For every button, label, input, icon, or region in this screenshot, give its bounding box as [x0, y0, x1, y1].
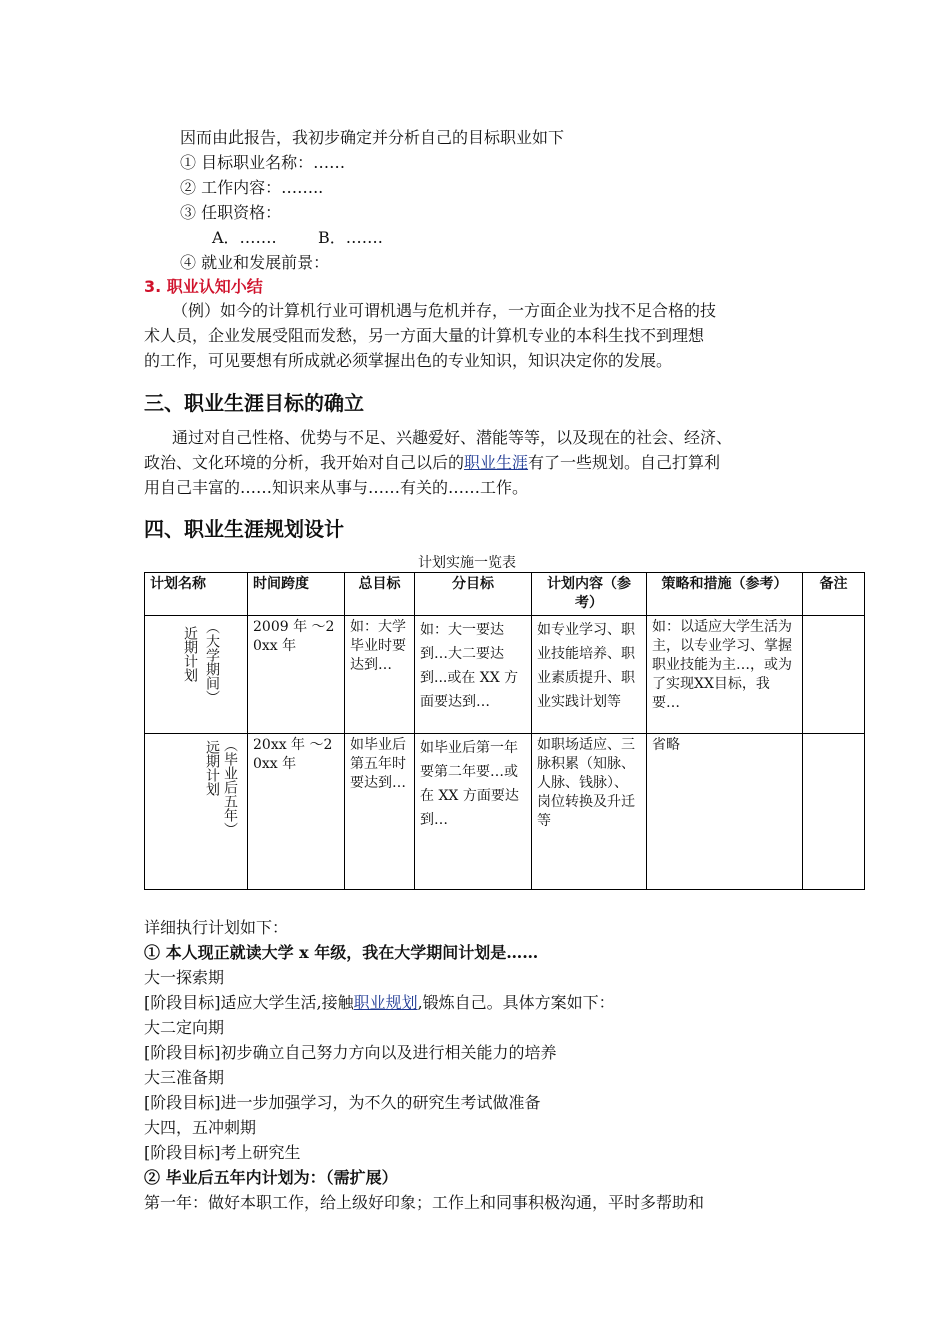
row1-name-b: （大学期间）: [204, 620, 220, 704]
row1-name-a: 近期计划: [182, 626, 198, 682]
year-2-title: 大二定向期: [144, 1018, 225, 1037]
table-row: [145, 734, 865, 890]
career-link[interactable]: 职业生涯: [464, 453, 529, 472]
header-plan-content: 计划内容（参考）: [532, 573, 647, 616]
row2-note: [803, 734, 865, 890]
qualification-b: B．…….: [318, 228, 383, 247]
intro-item-3: ③ 任职资格：: [180, 203, 282, 222]
section-3-heading: 三、职业生涯目标的确立: [144, 391, 364, 415]
table-row: [145, 616, 865, 734]
plan-table: [144, 572, 865, 890]
row2-time-span: 20xx 年 ～20xx 年: [248, 734, 345, 890]
table-caption: 计划实施一览表: [418, 555, 516, 571]
qualification-a: A．…….: [212, 228, 277, 247]
row1-sub-goal: 如：大一要达到…大二要达到...或在 XX 方面要达到…: [415, 616, 532, 734]
year-2-goal: [阶段目标]初步确立自己努力方向以及进行相关能力的培养: [144, 1043, 557, 1062]
year-1-goal-post: ,锻炼自己。具体方案如下：: [417, 993, 615, 1012]
row2-plan-name: [145, 734, 248, 890]
row2-name-b: （毕业后五年）: [222, 738, 238, 836]
intro-item-2: ② 工作内容：……..: [180, 178, 324, 197]
header-overall-goal: 总目标: [345, 573, 415, 616]
first-year-plan: 第一年：做好本职工作，给上级好印象；工作上和同事积极沟通，平时多帮助和: [144, 1193, 705, 1212]
row2-plan-content: 如职场适应、三脉积累（知脉、人脉、钱脉）、岗位转换及升迁等: [532, 734, 647, 890]
row1-plan-content: 如专业学习、职业技能培养、职业素质提升、职业实践计划等: [532, 616, 647, 734]
row2-name-a: 远期计划: [204, 740, 220, 796]
year-1-title: 大一探索期: [144, 968, 225, 987]
row2-strategy: 省略: [647, 734, 803, 890]
summary-line-3: 的工作，可见要想有所成就必须掌握出色的专业知识，知识决定你的发展。: [144, 351, 673, 370]
details-plan-1: ① 本人现正就读大学 x 年级，我在大学期间计划是……: [144, 943, 539, 962]
section-3-line-2-post: 有了一些规划。自己打算利: [528, 453, 721, 472]
header-time-span: 时间跨度: [248, 573, 345, 616]
section-4-heading: 四、职业生涯规划设计: [144, 517, 344, 541]
year-1-goal-pre: [阶段目标]适应大学生活,接触: [144, 993, 354, 1012]
header-sub-goal: 分目标: [415, 573, 532, 616]
summary-heading: 3. 职业认知小结: [144, 277, 263, 296]
intro-item-4: ④ 就业和发展前景：: [180, 253, 330, 272]
row2-overall-goal: 如毕业后第五年时要达到…: [345, 734, 415, 890]
row1-time-span: 2009 年 ～20xx 年: [248, 616, 345, 734]
row2-sub-goal: 如毕业后第一年要第二年要…或在 XX 方面要达到…: [415, 734, 532, 890]
header-plan-name: 计划名称: [145, 573, 248, 616]
section-3-line-3: 用自己丰富的……知识来从事与……有关的……工作。: [144, 478, 529, 497]
year-1-goal: [144, 993, 615, 1013]
header-note: 备注: [803, 573, 865, 616]
summary-line-2: 术人员，企业发展受阻而发愁，另一方面大量的计算机专业的本科生找不到理想: [144, 326, 705, 345]
summary-line-1: （例）如今的计算机行业可谓机遇与危机并存，一方面企业为找不足合格的技: [172, 301, 717, 320]
row1-note: [803, 616, 865, 734]
row1-plan-name: [145, 616, 248, 734]
details-plan-2: ② 毕业后五年内计划为：（需扩展）: [144, 1168, 398, 1187]
career-planning-link[interactable]: 职业规划: [353, 993, 418, 1012]
section-3-line-1: 通过对自己性格、优势与不足、兴趣爱好、潜能等等，以及现在的社会、经济、: [172, 428, 733, 447]
year-4-title: 大四，五冲刺期: [144, 1118, 257, 1137]
row1-overall-goal: 如：大学毕业时要达到…: [345, 616, 415, 734]
year-4-goal: [阶段目标]考上研究生: [144, 1143, 301, 1162]
intro-item-1: ① 目标职业名称：……: [180, 153, 346, 172]
header-strategy: 策略和措施（参考）: [647, 573, 803, 616]
year-3-title: 大三准备期: [144, 1068, 225, 1087]
details-lead: 详细执行计划如下：: [144, 918, 289, 937]
table-header-row: [145, 573, 865, 616]
section-3-line-2: [144, 453, 720, 473]
row1-strategy: 如：以适应大学生活为主，以专业学习、掌握职业技能为主…，或为了实现XX目标，我要…: [647, 616, 803, 734]
section-3-line-2-pre: 政治、文化环境的分析，我开始对自己以后的: [144, 453, 465, 472]
year-3-goal: [阶段目标]进一步加强学习，为不久的研究生考试做准备: [144, 1093, 541, 1112]
intro-lead: 因而由此报告，我初步确定并分析自己的目标职业如下: [180, 128, 565, 147]
